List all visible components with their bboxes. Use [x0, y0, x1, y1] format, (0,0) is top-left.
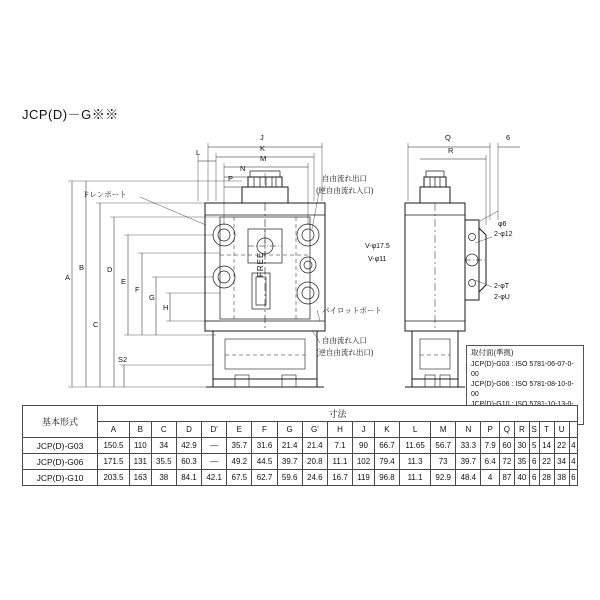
dim-label-Q: Q [445, 133, 451, 142]
callout-drain-port: ドレンポート [82, 190, 127, 199]
cell: 5 [529, 438, 539, 454]
mounting-note-line-2: JCP(D)-G06 : ISO 5781-08-10-0-00 [471, 381, 574, 399]
dim-label-6: 6 [506, 133, 511, 142]
cell: 11.65 [400, 438, 431, 454]
cell: 14 [539, 438, 554, 454]
cell: 4 [481, 470, 499, 486]
table-header-row-1 [23, 406, 578, 422]
cell: 22 [554, 438, 569, 454]
cell: 131 [129, 454, 151, 470]
col-C: C [151, 422, 176, 438]
callout-free-flow-inlet: 自由流れ入口 [322, 336, 367, 345]
right-view-label-2-phi-T: 2-φT [494, 283, 510, 290]
callout-reverse-free-flow-outlet: (逆自由流れ出口) [316, 348, 374, 357]
dim-label-R: R [448, 146, 454, 155]
callout-reverse-free-flow-inlet: (逆自由流れ入口) [316, 186, 374, 195]
cell: 6 [529, 470, 539, 486]
col-E: E [227, 422, 252, 438]
cell: 42.1 [202, 470, 227, 486]
cell: — [202, 454, 227, 470]
free-marking-label: FREE [256, 251, 265, 277]
cell: 171.5 [98, 454, 130, 470]
dim-label-M: M [260, 154, 267, 163]
cell: 24.6 [302, 470, 327, 486]
row-model: JCP(D)-G06 [23, 454, 98, 470]
dim-label-H: H [163, 303, 169, 312]
dim-label-F: F [135, 285, 140, 294]
cell: 28 [539, 470, 554, 486]
cell: 163 [129, 470, 151, 486]
cell: 60.3 [176, 454, 201, 470]
cell: 4 [569, 454, 577, 470]
col-L: L [400, 422, 431, 438]
cell: 16.7 [327, 470, 352, 486]
cell: 92.9 [431, 470, 456, 486]
dimension-table-wrapper [22, 405, 578, 486]
cell: 34 [151, 438, 176, 454]
cell: 6.4 [481, 454, 499, 470]
dim-label-A: A [65, 273, 71, 282]
model-header: 基本形式 [23, 406, 98, 438]
right-view-label-2-phi-U: 2-φU [494, 294, 510, 301]
cell: 40 [514, 470, 529, 486]
dim-label-Dprime: S2 [118, 355, 128, 364]
cell: 30 [514, 438, 529, 454]
col-S: S [529, 422, 539, 438]
col-J: J [353, 422, 375, 438]
cell: 79.4 [374, 454, 399, 470]
cell: 11.1 [400, 470, 431, 486]
col-R: R [514, 422, 529, 438]
row-model: JCP(D)-G03 [23, 438, 98, 454]
page-title: JCP(D)－G※※ [22, 107, 119, 122]
col-D: D [176, 422, 201, 438]
col-Gprime: G' [302, 422, 327, 438]
cell: 110 [129, 438, 151, 454]
cell: 20.8 [302, 454, 327, 470]
cell: 31.6 [252, 438, 277, 454]
col-F: F [252, 422, 277, 438]
mounting-note-line-1: JCP(D)-G03 : ISO 5781-06-07-0-00 [471, 360, 574, 379]
cell: 11.3 [400, 454, 431, 470]
callout-free-flow-outlet: 自由流れ出口 [322, 174, 367, 183]
cell: 66.7 [374, 438, 399, 454]
col-M: M [431, 422, 456, 438]
table-row [23, 454, 578, 470]
right-view-label-v-phi-11: V-φ11 [368, 256, 387, 263]
callout-pilot-port: パイロットポート [322, 306, 382, 315]
cell: 42.9 [176, 438, 201, 454]
col-extra [569, 422, 577, 438]
cell: 6 [529, 454, 539, 470]
cell: 7.9 [481, 438, 499, 454]
cell: 203.5 [98, 470, 130, 486]
col-N: N [456, 422, 481, 438]
row-model: JCP(D)-G10 [23, 470, 98, 486]
dim-label-E: E [121, 277, 127, 286]
col-U: U [554, 422, 569, 438]
cell: 6 [569, 470, 577, 486]
cell: 21.4 [302, 438, 327, 454]
cell: 59.6 [277, 470, 302, 486]
dim-label-B: B [79, 263, 85, 272]
cell: — [202, 438, 227, 454]
dim-label-G: G [149, 293, 155, 302]
dim-label-C: C [93, 320, 99, 329]
cell: 22 [539, 454, 554, 470]
cell: 96.8 [374, 470, 399, 486]
dimension-table [22, 405, 578, 486]
col-Dprime: D' [202, 422, 227, 438]
col-P: P [481, 422, 499, 438]
cell: 33.3 [456, 438, 481, 454]
cell: 119 [353, 470, 375, 486]
cell: 35.7 [227, 438, 252, 454]
cell: 4 [569, 438, 577, 454]
cell: 49.2 [227, 454, 252, 470]
col-A: A [98, 422, 130, 438]
cell: 35.5 [151, 454, 176, 470]
right-view-label-phi-6: φ6 [498, 221, 507, 228]
dim-label-K: K [260, 144, 266, 153]
cell: 39.7 [456, 454, 481, 470]
cell: 87 [499, 470, 514, 486]
cell: 35 [514, 454, 529, 470]
table-header-row-2 [23, 422, 578, 438]
cell: 73 [431, 454, 456, 470]
cell: 62.7 [252, 470, 277, 486]
dim-header: 寸法 [98, 406, 578, 422]
cell: 48.4 [456, 470, 481, 486]
cell: 150.5 [98, 438, 130, 454]
col-H: H [327, 422, 352, 438]
cell: 84.1 [176, 470, 201, 486]
dim-label-D: D [107, 265, 113, 274]
cell: 38 [554, 470, 569, 486]
col-Q: Q [499, 422, 514, 438]
right-view-label-2-phi-12: 2-φ12 [494, 231, 513, 238]
cell: 102 [353, 454, 375, 470]
dim-label-L: L [196, 148, 201, 157]
cell: 72 [499, 454, 514, 470]
dim-label-N: N [240, 164, 246, 173]
cell: 44.5 [252, 454, 277, 470]
cell: 7.1 [327, 438, 352, 454]
col-B: B [129, 422, 151, 438]
cell: 67.5 [227, 470, 252, 486]
cell: 38 [151, 470, 176, 486]
cell: 39.7 [277, 454, 302, 470]
mounting-note-title: 取付面(準拠) [471, 348, 514, 357]
cell: 21.4 [277, 438, 302, 454]
cell: 60 [499, 438, 514, 454]
cell: 56.7 [431, 438, 456, 454]
col-G: G [277, 422, 302, 438]
cell: 90 [353, 438, 375, 454]
col-T: T [539, 422, 554, 438]
dim-label-P: P [228, 174, 234, 183]
col-K: K [374, 422, 399, 438]
table-row [23, 470, 578, 486]
dim-label-J: J [260, 133, 264, 142]
cell: 11.1 [327, 454, 352, 470]
right-view-label-v-phi-17-5: V-φ17.5 [365, 243, 390, 250]
cell: 34 [554, 454, 569, 470]
table-row [23, 438, 578, 454]
